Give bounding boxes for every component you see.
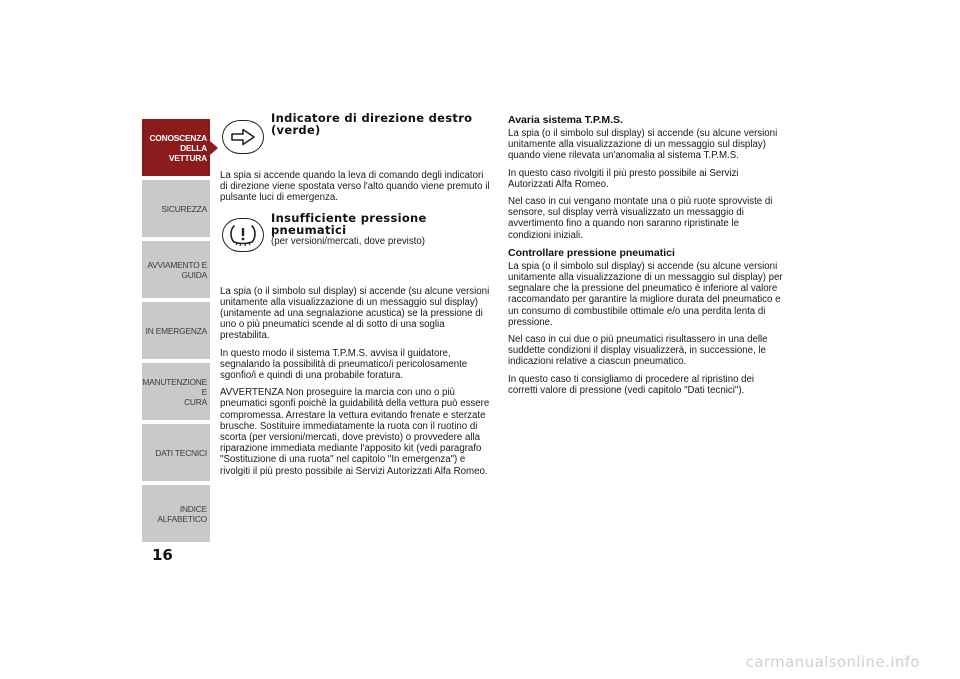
tab-label: DATI TECNICI xyxy=(155,447,207,458)
paragraph: In questo caso ti consigliamo di procedere al ripristino dei corretti valore di pressione (vedi capitolo "Dati tecnici"). xyxy=(508,373,755,396)
tab-indice-alfabetico[interactable] xyxy=(142,484,210,542)
paragraph: La spia (o il simbolo sul display) si accende (su alcune versioni unitamente alla visualizzazione di un messaggio sul display) (unitamente ad una segnalazione acustica) se la pressione di uno o più pneumatici scende al di sotto di una soglia prestabilita. xyxy=(220,285,490,342)
paragraph: La spia si accende quando la leva di comando degli indicatori di direzione viene spostata verso l'alto quando viene premuto il pulsante luci di emergenza. xyxy=(220,170,490,204)
section-heading: Controllare pressione pneumatici xyxy=(508,246,675,259)
left-column xyxy=(220,111,492,483)
tab-manutenzione-e-cura[interactable] xyxy=(142,362,210,420)
tab-avviamento-e-guida[interactable] xyxy=(142,240,210,298)
tire-pressure-warning-icon xyxy=(222,218,264,252)
tab-dati-tecnici[interactable] xyxy=(142,423,210,481)
section-heading: Avaria sistema T.P.M.S. xyxy=(508,114,623,126)
paragraph: In questo caso rivolgiti il più presto possibile ai Servizi Autorizzati Alfa Romeo. xyxy=(508,167,739,190)
tab-sicurezza[interactable] xyxy=(142,179,210,237)
tab-conoscenza-della-vettura[interactable] xyxy=(142,118,210,176)
turn-signal-section-header xyxy=(220,111,492,164)
section-subtitle: (per versioni/mercati, dove previsto) xyxy=(271,235,425,247)
tab-label: AVVIAMENTO E GUIDA xyxy=(147,259,207,280)
paragraph: La spia (o il simbolo sul display) si accende (su alcune versioni unitamente alla visualizzazione di un messaggio sul display) per segnalare che la pressione del pneumatico è inferiore al valore raccomandato per garantire la migliore durata del pneumatico e un consumo di combustibile ottimale e/o una perdita lenta di pressione. xyxy=(508,260,783,328)
tab-label: CONOSCENZA DELLA VETTURA xyxy=(149,132,207,163)
tab-label: IN EMERGENZA xyxy=(145,325,207,336)
right-column xyxy=(508,114,783,402)
watermark: carmanualsonline.info xyxy=(745,653,920,671)
paragraph: Nel caso in cui vengano montate una o più ruote sprovviste di sensore, sul display verrà visualizzato un messaggio di avvertimento fino a quando non saranno ripristinate le condizioni iniziali. xyxy=(508,196,773,241)
page-number: 16 xyxy=(152,546,173,564)
section-title: Insufficiente pressione pneumatici xyxy=(271,210,427,237)
tab-in-emergenza[interactable] xyxy=(142,301,210,359)
paragraph: In questo modo il sistema T.P.M.S. avvisa il guidatore, segnalando la possibilità di pneumatico/i pericolosamente sgonfio/i e quindi di una probabile foratura. xyxy=(220,347,468,382)
tire-pressure-section-header xyxy=(220,210,492,280)
section-title: Indicatore di direzione destro (verde) xyxy=(271,111,473,137)
tab-label: INDICE ALFABETICO xyxy=(157,503,207,524)
paragraph: La spia (o il simbolo sul display) si accende (su alcune versioni unitamente alla visualizzazione di un messaggio sul display) quando viene rilevata un'anomalia al sistema T.P.M.S. xyxy=(508,128,778,162)
right-arrow-icon xyxy=(222,120,264,154)
warning-paragraph: AVVERTENZA Non proseguire la marcia con uno o più pneumatici sgonfi poichè la guidabilità della vettura può essere compromessa. Arrestare la vettura evitando frenate e sterzate brusche. Sostituire immediatamente la ruota con il ruotino di scorta (per versioni/mercati, dove previsto) o provvedere alla riparazione immediata mediante l'apposito kit (vedi paragrafo "Sostituzione di una ruota" nel capitolo "In emergenza") e rivolgiti il più presto possibile ai Servizi Autorizzati Alfa Romeo. xyxy=(220,387,490,477)
tab-label: SICUREZZA xyxy=(161,203,207,214)
tab-label: MANUTENZIONE E CURA xyxy=(142,376,207,407)
paragraph: Nel caso in cui due o più pneumatici risultassero in una delle suddette condizioni il display visualizzerà, in successione, le indicazioni relative a ciascun pneumatico. xyxy=(508,334,768,368)
